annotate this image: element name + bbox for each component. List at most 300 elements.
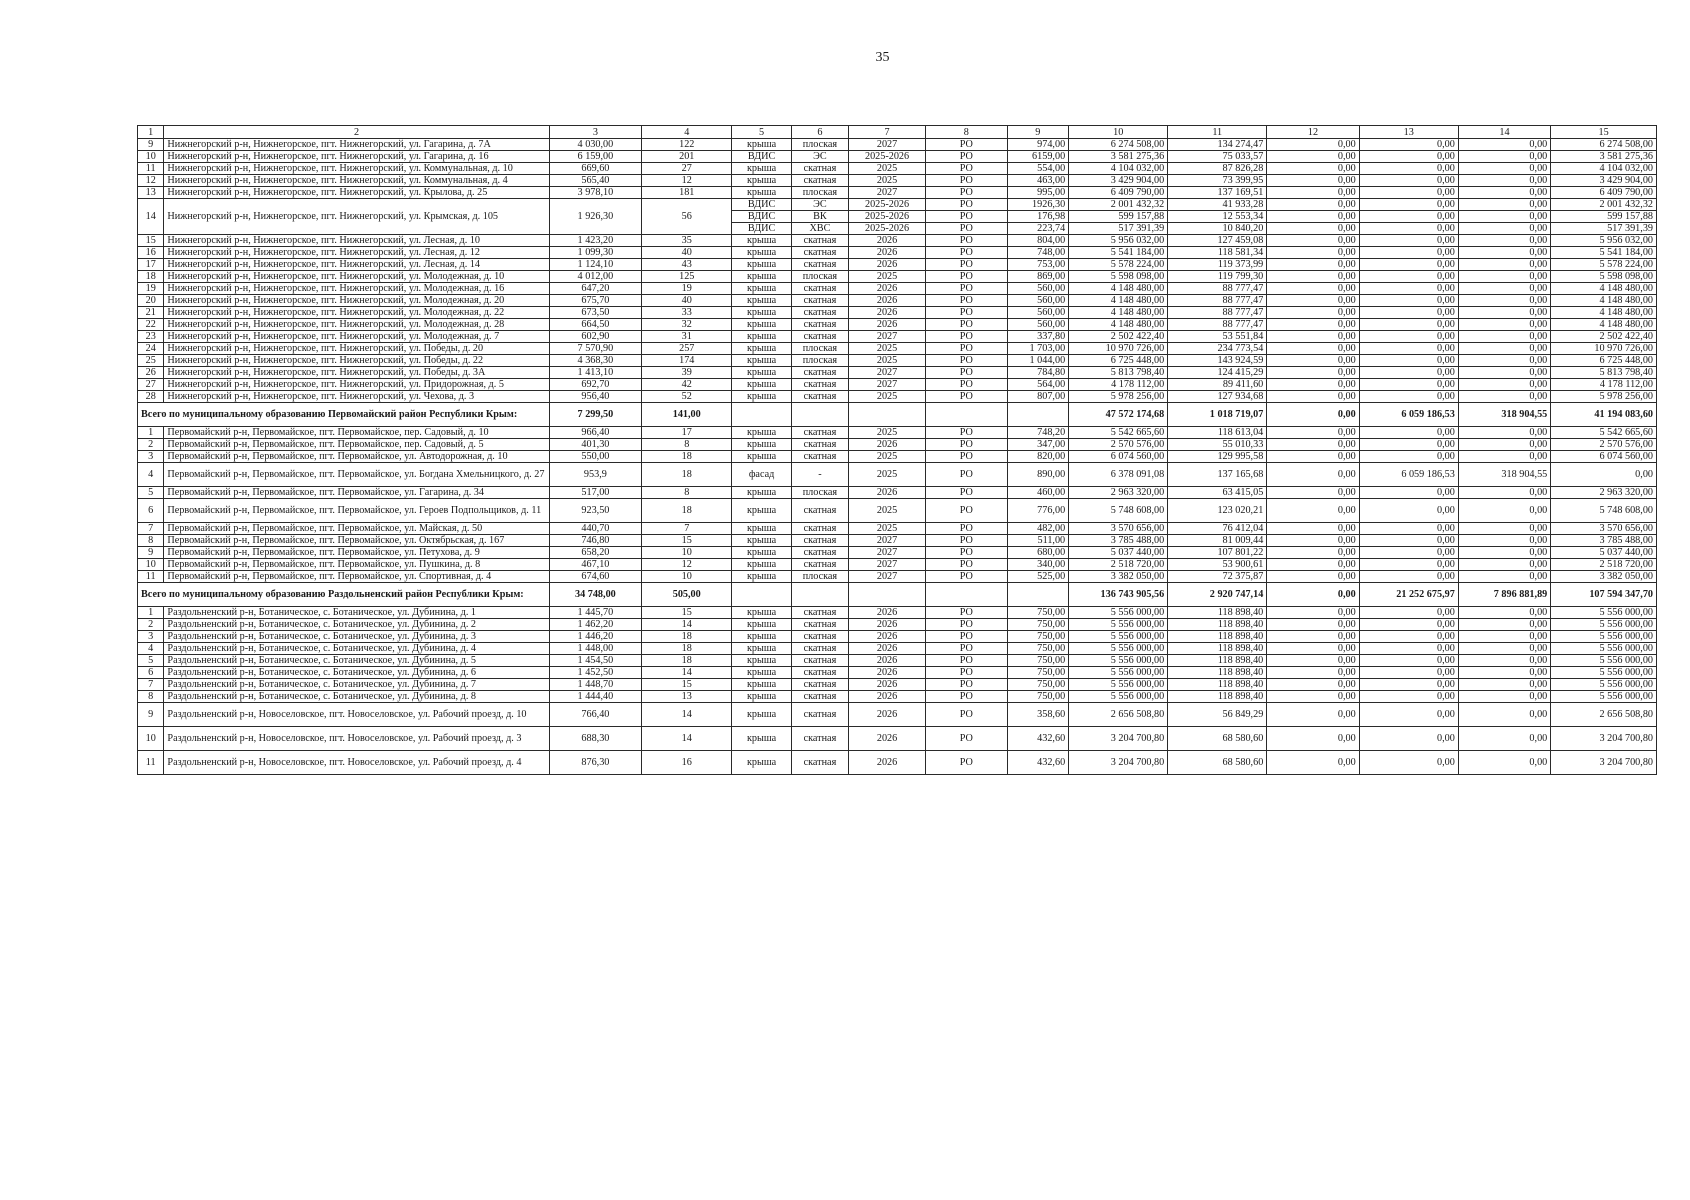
cell-year: 2025-2026 bbox=[849, 223, 926, 235]
cell-c11: 118 898,40 bbox=[1168, 643, 1267, 655]
cell-cost: 2 963 320,00 bbox=[1069, 487, 1168, 499]
cell-c12: 0,00 bbox=[1267, 619, 1359, 631]
cell-c13: 0,00 bbox=[1359, 571, 1458, 583]
area: 966,40 bbox=[549, 427, 641, 439]
column-number: 1 bbox=[138, 126, 164, 139]
cell-c12: 0,00 bbox=[1267, 283, 1359, 295]
cell-type: плоская bbox=[791, 487, 848, 499]
cell-c15: 5 556 000,00 bbox=[1551, 607, 1657, 619]
quantity: 56 bbox=[642, 199, 732, 235]
cell-c11: 127 459,08 bbox=[1168, 235, 1267, 247]
table-row bbox=[138, 667, 1657, 679]
table-row bbox=[138, 499, 1657, 523]
cell-type: скатная bbox=[791, 283, 848, 295]
quantity: 39 bbox=[642, 367, 732, 379]
cell-c12: 0,00 bbox=[1267, 355, 1359, 367]
cell-c13: 0,00 bbox=[1359, 367, 1458, 379]
cell-c11: 118 581,34 bbox=[1168, 247, 1267, 259]
cell-c14: 0,00 bbox=[1458, 487, 1550, 499]
cell-c15: 517 391,39 bbox=[1551, 223, 1657, 235]
cell-type: скатная bbox=[791, 307, 848, 319]
row-number: 10 bbox=[138, 151, 164, 163]
page-number: 35 bbox=[875, 50, 890, 65]
address: Раздольненский р-н, Ботаническое, с. Ботаническое, ул. Дубинина, д. 8 bbox=[164, 691, 549, 703]
cell-el: крыша bbox=[732, 319, 791, 331]
cell-el: ВДИС bbox=[732, 223, 791, 235]
cell-type: скатная bbox=[791, 691, 848, 703]
row-number: 28 bbox=[138, 391, 164, 403]
cell-el: крыша bbox=[732, 439, 791, 451]
quantity: 18 bbox=[642, 655, 732, 667]
quantity: 14 bbox=[642, 619, 732, 631]
quantity: 8 bbox=[642, 439, 732, 451]
cell-cost: 4 104 032,00 bbox=[1069, 163, 1168, 175]
cell-c15: 5 556 000,00 bbox=[1551, 655, 1657, 667]
column-number: 9 bbox=[1007, 126, 1069, 139]
cell-year: 2025 bbox=[849, 271, 926, 283]
address: Раздольненский р-н, Новоселовское, пгт. Новоселовское, ул. Рабочий проезд, д. 3 bbox=[164, 727, 549, 751]
cell-c14: 0,00 bbox=[1458, 271, 1550, 283]
cell-c14: 0,00 bbox=[1458, 175, 1550, 187]
address: Нижнегорский р-н, Нижнегорское, пгт. Нижнегорский, ул. Коммунальная, д. 4 bbox=[164, 175, 549, 187]
cell-c13: 0,00 bbox=[1359, 655, 1458, 667]
cell-c12: 0,00 bbox=[1267, 307, 1359, 319]
cell-el: крыша bbox=[732, 667, 791, 679]
cell-type: плоская bbox=[791, 139, 848, 151]
area: 4 030,00 bbox=[549, 139, 641, 151]
cell-year: 2025 bbox=[849, 427, 926, 439]
cell-cost: 3 570 656,00 bbox=[1069, 523, 1168, 535]
table-row bbox=[138, 331, 1657, 343]
cell-el: крыша bbox=[732, 487, 791, 499]
cell-c15: 2 518 720,00 bbox=[1551, 559, 1657, 571]
area: 1 446,20 bbox=[549, 631, 641, 643]
address: Раздольненский р-н, Новоселовское, пгт. Новоселовское, ул. Рабочий проезд, д. 10 bbox=[164, 703, 549, 727]
cell-el: крыша bbox=[732, 355, 791, 367]
table-row bbox=[138, 655, 1657, 667]
cell-c14: 0,00 bbox=[1458, 391, 1550, 403]
cell-cost: 5 556 000,00 bbox=[1069, 607, 1168, 619]
cell-c15: 6 409 790,00 bbox=[1551, 187, 1657, 199]
cell-c15: 2 502 422,40 bbox=[1551, 331, 1657, 343]
area: 517,00 bbox=[549, 487, 641, 499]
empty-cell bbox=[926, 403, 1007, 427]
cell-cost: 3 204 700,80 bbox=[1069, 727, 1168, 751]
address: Нижнегорский р-н, Нижнегорское, пгт. Нижнегорский, ул. Крымская, д. 105 bbox=[164, 199, 549, 235]
table-row bbox=[138, 139, 1657, 151]
address: Нижнегорский р-н, Нижнегорское, пгт. Нижнегорский, ул. Молодежная, д. 22 bbox=[164, 307, 549, 319]
cell-c15: 4 178 112,00 bbox=[1551, 379, 1657, 391]
cell-vol: 750,00 bbox=[1007, 631, 1069, 643]
address: Нижнегорский р-н, Нижнегорское, пгт. Нижнегорский, ул. Гагарина, д. 16 bbox=[164, 151, 549, 163]
cell-c15: 5 556 000,00 bbox=[1551, 631, 1657, 643]
cell-c13: 0,00 bbox=[1359, 139, 1458, 151]
area: 4 012,00 bbox=[549, 271, 641, 283]
cell-c13: 0,00 bbox=[1359, 307, 1458, 319]
row-number: 2 bbox=[138, 619, 164, 631]
cell-year: 2025 bbox=[849, 163, 926, 175]
area: 746,80 bbox=[549, 535, 641, 547]
cell-c14: 0,00 bbox=[1458, 355, 1550, 367]
cell-el: крыша bbox=[732, 703, 791, 727]
cell-c13: 0,00 bbox=[1359, 259, 1458, 271]
cell-c14: 0,00 bbox=[1458, 223, 1550, 235]
cell-c11: 118 898,40 bbox=[1168, 631, 1267, 643]
cell-year: 2026 bbox=[849, 691, 926, 703]
cell-c12: 0,00 bbox=[1267, 139, 1359, 151]
area: 674,60 bbox=[549, 571, 641, 583]
cell-cost: 6 725 448,00 bbox=[1069, 355, 1168, 367]
cell-c15: 4 104 032,00 bbox=[1551, 163, 1657, 175]
empty-cell bbox=[849, 403, 926, 427]
quantity: 32 bbox=[642, 319, 732, 331]
area: 669,60 bbox=[549, 163, 641, 175]
quantity: 125 bbox=[642, 271, 732, 283]
cell-vol: 340,00 bbox=[1007, 559, 1069, 571]
cell-c15: 2 963 320,00 bbox=[1551, 487, 1657, 499]
cell-c11: 41 933,28 bbox=[1168, 199, 1267, 211]
cell-cost: 3 785 488,00 bbox=[1069, 535, 1168, 547]
cell-c14: 0,00 bbox=[1458, 259, 1550, 271]
row-number: 2 bbox=[138, 439, 164, 451]
area: 647,20 bbox=[549, 283, 641, 295]
cell-cost: 2 570 576,00 bbox=[1069, 439, 1168, 451]
subtotal-area: 7 299,50 bbox=[549, 403, 641, 427]
cell-c11: 118 898,40 bbox=[1168, 667, 1267, 679]
cell-c14: 0,00 bbox=[1458, 247, 1550, 259]
cell-c14: 0,00 bbox=[1458, 163, 1550, 175]
cell-vol: 807,00 bbox=[1007, 391, 1069, 403]
row-number: 8 bbox=[138, 535, 164, 547]
cell-c14: 0,00 bbox=[1458, 367, 1550, 379]
cell-c13: 0,00 bbox=[1359, 391, 1458, 403]
cell-c13: 0,00 bbox=[1359, 427, 1458, 439]
cell-src: РО bbox=[926, 547, 1007, 559]
cell-cost: 5 556 000,00 bbox=[1069, 619, 1168, 631]
quantity: 201 bbox=[642, 151, 732, 163]
address: Первомайский р-н, Первомайское, пгт. Первомайское, ул. Майская, д. 50 bbox=[164, 523, 549, 535]
cell-c13: 0,00 bbox=[1359, 175, 1458, 187]
cell-c14: 0,00 bbox=[1458, 643, 1550, 655]
column-number: 7 bbox=[849, 126, 926, 139]
area: 1 445,70 bbox=[549, 607, 641, 619]
cell-c12: 0,00 bbox=[1267, 343, 1359, 355]
area: 1 124,10 bbox=[549, 259, 641, 271]
address: Первомайский р-н, Первомайское, пгт. Первомайское, ул. Октябрьская, д. 167 bbox=[164, 535, 549, 547]
subtotal-qty: 141,00 bbox=[642, 403, 732, 427]
cell-src: РО bbox=[926, 703, 1007, 727]
column-number: 2 bbox=[164, 126, 549, 139]
cell-c11: 73 399,95 bbox=[1168, 175, 1267, 187]
address: Первомайский р-н, Первомайское, пгт. Первомайское, ул. Богдана Хмельницкого, д. 27 bbox=[164, 463, 549, 487]
table-row bbox=[138, 523, 1657, 535]
cell-type: скатная bbox=[791, 667, 848, 679]
cell-year: 2025-2026 bbox=[849, 199, 926, 211]
cell-el: крыша bbox=[732, 295, 791, 307]
cell-c14: 0,00 bbox=[1458, 151, 1550, 163]
cell-c11: 76 412,04 bbox=[1168, 523, 1267, 535]
cell-type: скатная bbox=[791, 163, 848, 175]
cell-c13: 0,00 bbox=[1359, 547, 1458, 559]
cell-year: 2026 bbox=[849, 247, 926, 259]
cell-c11: 123 020,21 bbox=[1168, 499, 1267, 523]
address: Нижнегорский р-н, Нижнегорское, пгт. Нижнегорский, ул. Коммунальная, д. 10 bbox=[164, 163, 549, 175]
table-row bbox=[138, 343, 1657, 355]
cell-type: скатная bbox=[791, 451, 848, 463]
row-number: 19 bbox=[138, 283, 164, 295]
row-number: 11 bbox=[138, 751, 164, 775]
cell-c15: 5 542 665,60 bbox=[1551, 427, 1657, 439]
cell-c12: 0,00 bbox=[1267, 427, 1359, 439]
cell-c12: 0,00 bbox=[1267, 727, 1359, 751]
cell-c13: 0,00 bbox=[1359, 283, 1458, 295]
cell-el: крыша bbox=[732, 643, 791, 655]
cell-vol: 1926,30 bbox=[1007, 199, 1069, 211]
cell-c13: 0,00 bbox=[1359, 199, 1458, 211]
cell-src: РО bbox=[926, 199, 1007, 211]
cell-vol: 750,00 bbox=[1007, 643, 1069, 655]
cell-vol: 347,00 bbox=[1007, 439, 1069, 451]
cell-vol: 890,00 bbox=[1007, 463, 1069, 487]
cell-year: 2025 bbox=[849, 523, 926, 535]
cell-c13: 0,00 bbox=[1359, 439, 1458, 451]
cell-c14: 0,00 bbox=[1458, 571, 1550, 583]
cell-year: 2027 bbox=[849, 331, 926, 343]
cell-c13: 0,00 bbox=[1359, 343, 1458, 355]
cell-year: 2026 bbox=[849, 667, 926, 679]
cell-year: 2026 bbox=[849, 631, 926, 643]
cell-vol: 358,60 bbox=[1007, 703, 1069, 727]
cell-vol: 463,00 bbox=[1007, 175, 1069, 187]
cell-cost: 3 382 050,00 bbox=[1069, 571, 1168, 583]
address: Первомайский р-н, Первомайское, пгт. Первомайское, пер. Садовый, д. 5 bbox=[164, 439, 549, 451]
cell-c13: 0,00 bbox=[1359, 631, 1458, 643]
address: Нижнегорский р-н, Нижнегорское, пгт. Нижнегорский, ул. Лесная, д. 12 bbox=[164, 247, 549, 259]
address: Нижнегорский р-н, Нижнегорское, пгт. Нижнегорский, ул. Молодежная, д. 16 bbox=[164, 283, 549, 295]
cell-year: 2025 bbox=[849, 175, 926, 187]
column-number: 4 bbox=[642, 126, 732, 139]
cell-c11: 55 010,33 bbox=[1168, 439, 1267, 451]
cell-c13: 0,00 bbox=[1359, 751, 1458, 775]
quantity: 27 bbox=[642, 163, 732, 175]
cell-type: скатная bbox=[791, 559, 848, 571]
cell-el: крыша bbox=[732, 451, 791, 463]
cell-c12: 0,00 bbox=[1267, 271, 1359, 283]
column-number: 10 bbox=[1069, 126, 1168, 139]
cell-c12: 0,00 bbox=[1267, 211, 1359, 223]
cell-el: ВДИС bbox=[732, 199, 791, 211]
address: Нижнегорский р-н, Нижнегорское, пгт. Нижнегорский, ул. Лесная, д. 14 bbox=[164, 259, 549, 271]
cell-src: РО bbox=[926, 535, 1007, 547]
table-row bbox=[138, 307, 1657, 319]
cell-cost: 5 556 000,00 bbox=[1069, 643, 1168, 655]
cell-c11: 234 773,54 bbox=[1168, 343, 1267, 355]
cell-year: 2027 bbox=[849, 367, 926, 379]
cell-cost: 5 556 000,00 bbox=[1069, 691, 1168, 703]
cell-type: скатная bbox=[791, 367, 848, 379]
cell-c13: 0,00 bbox=[1359, 223, 1458, 235]
cell-type: плоская bbox=[791, 571, 848, 583]
cell-src: РО bbox=[926, 295, 1007, 307]
cell-year: 2025 bbox=[849, 499, 926, 523]
cell-el: крыша bbox=[732, 343, 791, 355]
cell-c14: 0,00 bbox=[1458, 307, 1550, 319]
cell-year: 2027 bbox=[849, 187, 926, 199]
empty-cell bbox=[732, 583, 791, 607]
cell-c14: 0,00 bbox=[1458, 295, 1550, 307]
cell-c14: 0,00 bbox=[1458, 703, 1550, 727]
cell-c11: 129 995,58 bbox=[1168, 451, 1267, 463]
table-row bbox=[138, 295, 1657, 307]
cell-c11: 81 009,44 bbox=[1168, 535, 1267, 547]
table-row bbox=[138, 535, 1657, 547]
cell-el: крыша bbox=[732, 379, 791, 391]
address: Первомайский р-н, Первомайское, пгт. Первомайское, ул. Петухова, д. 9 bbox=[164, 547, 549, 559]
cell-c11: 53 900,61 bbox=[1168, 559, 1267, 571]
cell-type: скатная bbox=[791, 295, 848, 307]
cell-year: 2026 bbox=[849, 643, 926, 655]
cell-el: крыша bbox=[732, 259, 791, 271]
table-row bbox=[138, 487, 1657, 499]
cell-c11: 89 411,60 bbox=[1168, 379, 1267, 391]
table-row bbox=[138, 607, 1657, 619]
subtotal-c14: 318 904,55 bbox=[1458, 403, 1550, 427]
row-number: 1 bbox=[138, 607, 164, 619]
cell-c12: 0,00 bbox=[1267, 151, 1359, 163]
address: Первомайский р-н, Первомайское, пгт. Первомайское, ул. Автодорожная, д. 10 bbox=[164, 451, 549, 463]
cell-year: 2026 bbox=[849, 727, 926, 751]
quantity: 122 bbox=[642, 139, 732, 151]
cell-src: РО bbox=[926, 355, 1007, 367]
cell-c15: 3 382 050,00 bbox=[1551, 571, 1657, 583]
cell-vol: 511,00 bbox=[1007, 535, 1069, 547]
quantity: 18 bbox=[642, 631, 732, 643]
subtotal-c15: 41 194 083,60 bbox=[1551, 403, 1657, 427]
cell-vol: 680,00 bbox=[1007, 547, 1069, 559]
cell-c14: 0,00 bbox=[1458, 547, 1550, 559]
subtotal-c12: 0,00 bbox=[1267, 583, 1359, 607]
cell-c14: 0,00 bbox=[1458, 619, 1550, 631]
cell-cost: 2 001 432,32 bbox=[1069, 199, 1168, 211]
address: Нижнегорский р-н, Нижнегорское, пгт. Нижнегорский, ул. Крылова, д. 25 bbox=[164, 187, 549, 199]
column-number: 11 bbox=[1168, 126, 1267, 139]
cell-el: крыша bbox=[732, 391, 791, 403]
cell-src: РО bbox=[926, 727, 1007, 751]
subtotal-row bbox=[138, 403, 1657, 427]
cell-c12: 0,00 bbox=[1267, 163, 1359, 175]
cell-src: РО bbox=[926, 499, 1007, 523]
cell-type: ЭС bbox=[791, 199, 848, 211]
cell-c12: 0,00 bbox=[1267, 667, 1359, 679]
table-row bbox=[138, 367, 1657, 379]
row-number: 18 bbox=[138, 271, 164, 283]
row-number: 15 bbox=[138, 235, 164, 247]
quantity: 40 bbox=[642, 295, 732, 307]
address: Нижнегорский р-н, Нижнегорское, пгт. Нижнегорский, ул. Молодежная, д. 20 bbox=[164, 295, 549, 307]
address: Первомайский р-н, Первомайское, пгт. Первомайское, ул. Пушкина, д. 8 bbox=[164, 559, 549, 571]
cell-vol: 776,00 bbox=[1007, 499, 1069, 523]
cell-c15: 599 157,88 bbox=[1551, 211, 1657, 223]
quantity: 14 bbox=[642, 703, 732, 727]
cell-c13: 0,00 bbox=[1359, 151, 1458, 163]
area: 956,40 bbox=[549, 391, 641, 403]
quantity: 15 bbox=[642, 535, 732, 547]
quantity: 14 bbox=[642, 667, 732, 679]
area: 440,70 bbox=[549, 523, 641, 535]
cell-src: РО bbox=[926, 559, 1007, 571]
cell-type: скатная bbox=[791, 655, 848, 667]
cell-vol: 432,60 bbox=[1007, 751, 1069, 775]
cell-el: крыша bbox=[732, 571, 791, 583]
cell-c13: 0,00 bbox=[1359, 727, 1458, 751]
table-row bbox=[138, 427, 1657, 439]
empty-cell bbox=[849, 583, 926, 607]
cell-c11: 118 613,04 bbox=[1168, 427, 1267, 439]
area: 7 570,90 bbox=[549, 343, 641, 355]
table-row bbox=[138, 631, 1657, 643]
subtotal-c12: 0,00 bbox=[1267, 403, 1359, 427]
cell-vol: 974,00 bbox=[1007, 139, 1069, 151]
address: Нижнегорский р-н, Нижнегорское, пгт. Нижнегорский, ул. Придорожная, д. 5 bbox=[164, 379, 549, 391]
row-number: 27 bbox=[138, 379, 164, 391]
cell-cost: 6 274 508,00 bbox=[1069, 139, 1168, 151]
cell-c12: 0,00 bbox=[1267, 187, 1359, 199]
cell-year: 2025 bbox=[849, 463, 926, 487]
empty-cell bbox=[791, 403, 848, 427]
cell-c14: 0,00 bbox=[1458, 235, 1550, 247]
row-number: 6 bbox=[138, 499, 164, 523]
address: Нижнегорский р-н, Нижнегорское, пгт. Нижнегорский, ул. Победы, д. 22 bbox=[164, 355, 549, 367]
cell-type: скатная bbox=[791, 331, 848, 343]
cell-c15: 4 148 480,00 bbox=[1551, 295, 1657, 307]
quantity: 18 bbox=[642, 451, 732, 463]
cell-c11: 75 033,57 bbox=[1168, 151, 1267, 163]
cell-src: РО bbox=[926, 451, 1007, 463]
cell-el: ВДИС bbox=[732, 211, 791, 223]
cell-year: 2026 bbox=[849, 283, 926, 295]
cell-src: РО bbox=[926, 571, 1007, 583]
quantity: 13 bbox=[642, 691, 732, 703]
cell-src: РО bbox=[926, 211, 1007, 223]
cell-year: 2026 bbox=[849, 319, 926, 331]
cell-el: крыша bbox=[732, 499, 791, 523]
cell-vol: 176,98 bbox=[1007, 211, 1069, 223]
area: 1 926,30 bbox=[549, 199, 641, 235]
cell-year: 2026 bbox=[849, 703, 926, 727]
cell-cost: 5 748 608,00 bbox=[1069, 499, 1168, 523]
row-number: 9 bbox=[138, 703, 164, 727]
cell-cost: 4 178 112,00 bbox=[1069, 379, 1168, 391]
cell-c13: 0,00 bbox=[1359, 607, 1458, 619]
table-row bbox=[138, 283, 1657, 295]
cell-type: скатная bbox=[791, 727, 848, 751]
cell-src: РО bbox=[926, 235, 1007, 247]
area: 664,50 bbox=[549, 319, 641, 331]
row-number: 4 bbox=[138, 463, 164, 487]
address: Первомайский р-н, Первомайское, пгт. Первомайское, ул. Спортивная, д. 4 bbox=[164, 571, 549, 583]
cell-c14: 0,00 bbox=[1458, 187, 1550, 199]
cell-c13: 0,00 bbox=[1359, 331, 1458, 343]
cell-c13: 0,00 bbox=[1359, 187, 1458, 199]
capital-repair-table bbox=[137, 125, 1657, 775]
cell-cost: 517 391,39 bbox=[1069, 223, 1168, 235]
cell-type: скатная bbox=[791, 391, 848, 403]
row-number: 5 bbox=[138, 655, 164, 667]
cell-c15: 2 656 508,80 bbox=[1551, 703, 1657, 727]
cell-type: плоская bbox=[791, 187, 848, 199]
cell-c11: 72 375,87 bbox=[1168, 571, 1267, 583]
cell-c13: 0,00 bbox=[1359, 235, 1458, 247]
